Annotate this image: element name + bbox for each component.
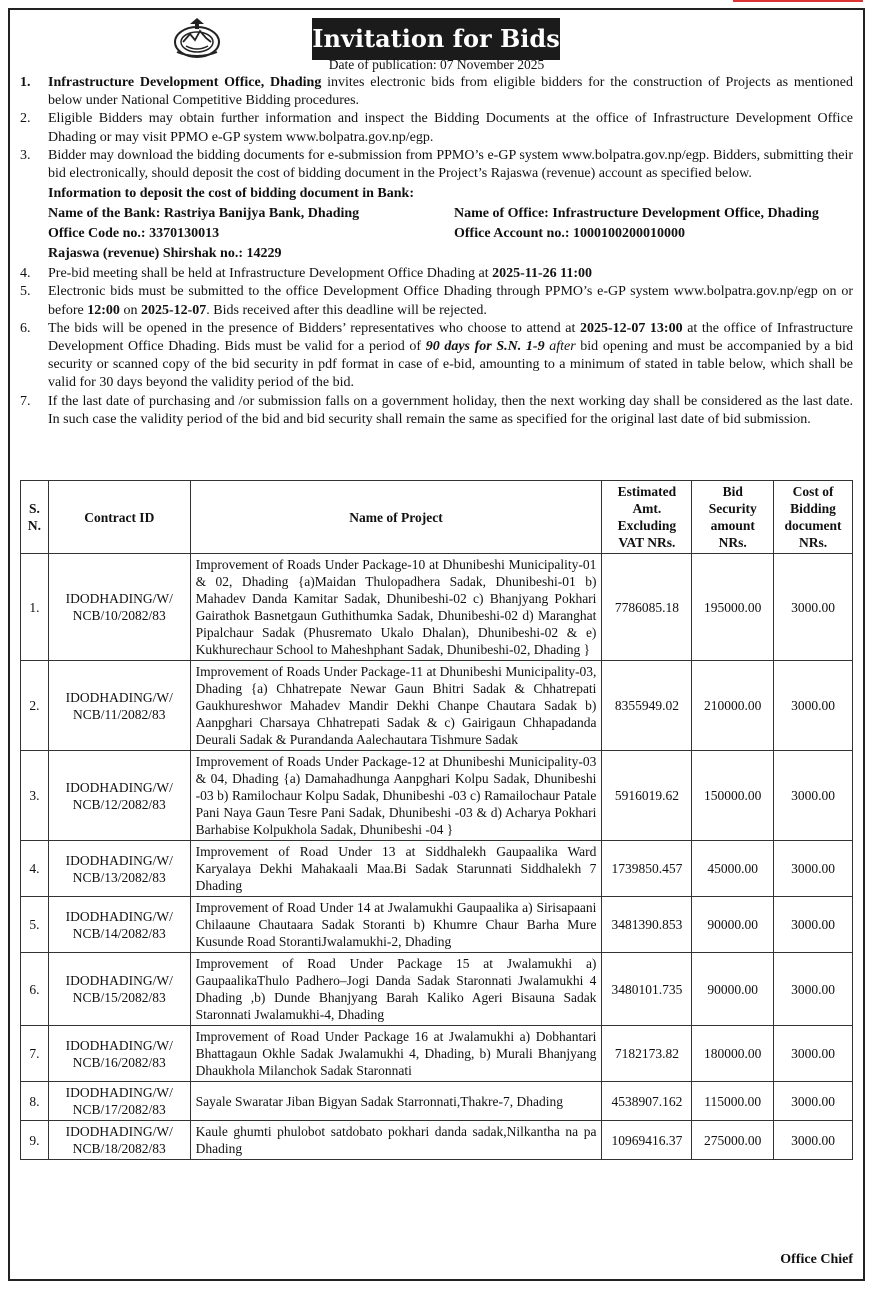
cell-project: Sayale Swaratar Jiban Bigyan Sadak Starronnati,Thakre-7, Dhading: [190, 1082, 602, 1121]
clause-number: 7.: [20, 393, 31, 409]
cell-project: Improvement of Road Under 13 at Siddhalekh Gaupaalika Ward Karyalaya Dekhi Mahakaali Maa.Bi Sadak Starunnati Siddhalekh 7 Dhading: [190, 841, 602, 897]
cell-document-cost: 3000.00: [774, 897, 853, 953]
cell-contract-id: IDODHADING/W/ NCB/14/2082/83: [48, 897, 190, 953]
bank-row: [48, 224, 853, 244]
cell-estimated-amount: 3480101.735: [602, 953, 692, 1026]
office-name: Name of Office: Infrastructure Development Office, Dhading: [454, 206, 819, 222]
bank-info-heading: Information to deposit the cost of bidding document in Bank:: [48, 186, 414, 202]
clause-2: [20, 110, 853, 146]
table-row: [21, 1082, 853, 1121]
cell-contract-id: IDODHADING/W/ NCB/16/2082/83: [48, 1026, 190, 1082]
cell-document-cost: 3000.00: [774, 841, 853, 897]
cell-document-cost: 3000.00: [774, 953, 853, 1026]
clause-body: . Bids received after this deadline will be rejected.: [206, 302, 487, 318]
cell-document-cost: 3000.00: [774, 1082, 853, 1121]
cell-estimated-amount: 3481390.853: [602, 897, 692, 953]
cell-sn: 9.: [21, 1121, 49, 1160]
header-bid-security: Bid Security amount NRs.: [692, 481, 774, 554]
cell-contract-id: IDODHADING/W/ NCB/17/2082/83: [48, 1082, 190, 1121]
header-sn: S. N.: [21, 481, 49, 554]
cell-bid-security: 115000.00: [692, 1082, 774, 1121]
office-account: Office Account no.: 1000100200010000: [454, 226, 685, 242]
clause-number: 3.: [20, 147, 31, 163]
clause-1: [20, 74, 853, 110]
clause-body: Pre-bid meeting shall be held at Infrastructure Development Office Dhading at: [48, 266, 493, 282]
table-header-row: [21, 481, 853, 554]
table-row: [21, 751, 853, 841]
cell-sn: 4.: [21, 841, 49, 897]
clause-body: on: [119, 302, 141, 318]
cell-project: Improvement of Road Under Package 16 at Jwalamukhi a) Dobhantari Bhattagaun Okhle Sadak Jwalamukhi 4, Dhading, b) Murali Bhanjyang Dhaukhola Milanchok Sadak Staronnati: [190, 1026, 602, 1082]
notice-header: [0, 10, 873, 58]
cell-estimated-amount: 7182173.82: [602, 1026, 692, 1082]
clause-body: Electronic bids must be submitted to the office Development Office Dhading through PPMO’s e-GP system www.bolpatra.gov.np/egp on or before: [48, 284, 853, 318]
table-row: [21, 554, 853, 661]
clause-office-name: Infrastructure Development Office, Dhading: [48, 75, 322, 90]
cell-contract-id: IDODHADING/W/ NCB/11/2082/83: [48, 661, 190, 751]
cell-bid-security: 275000.00: [692, 1121, 774, 1160]
cell-project: Improvement of Roads Under Package-12 at Dhunibeshi Municipality-03 & 04, Dhading {a) Damahadhunga Aanpghari Kolpu Sadak, Dhunibeshi -03 b) Ramilochaur Kolpu Sadak, Dhunibeshi -03 c) Ramailochaur Patale Pani Naya Gaun Tesre Pani Sadak, Dhunibeshi -03 & d) Acharya Pokhari Barhabise Kolpukhola Sadak, Dhunibeshi -04 }: [190, 751, 602, 841]
clause-body: bid opening and must be accompanied by a bid security or scanned copy of the bid security in pdf format in case of e-bid, amounting to a minimum of stated in table below, which shall be valid for 30 days beyond the validity period of the bid.: [48, 339, 853, 391]
top-accent-line: [733, 0, 863, 2]
cell-bid-security: 150000.00: [692, 751, 774, 841]
header-project: Name of Project: [190, 481, 602, 554]
cell-bid-security: 90000.00: [692, 953, 774, 1026]
cell-bid-security: 45000.00: [692, 841, 774, 897]
table-row: [21, 897, 853, 953]
cell-estimated-amount: 1739850.457: [602, 841, 692, 897]
bank-row: [48, 204, 853, 224]
cell-document-cost: 3000.00: [774, 554, 853, 661]
bank-information: [20, 184, 853, 264]
cell-project: Improvement of Roads Under Package-11 at Dhunibeshi Municipality-03, Dhading {a) Chhatrepate Newar Gaun Bhitri Sadak & Chhatrepati Gaukhureshwor Mahadev Mandir Dekhi Chanpe Chautara Sadak b) Aanpghari Charsaya Chhatrepati Sadak & c) Gairigaun Chhapadanda Deurali Sadak & Purandanda Aalechautara Tishmure Sadak: [190, 661, 602, 751]
table-row: [21, 841, 853, 897]
cell-estimated-amount: 5916019.62: [602, 751, 692, 841]
bank-name: Name of the Bank: Rastriya Banijya Bank, Dhading: [48, 206, 360, 222]
notice-body: [20, 74, 853, 429]
cell-sn: 5.: [21, 897, 49, 953]
clause-3: [20, 147, 853, 183]
table-row: [21, 661, 853, 751]
cell-contract-id: IDODHADING/W/ NCB/12/2082/83: [48, 751, 190, 841]
office-code: Office Code no.: 3370130013: [48, 226, 220, 242]
publication-date: Date of publication: 07 November 2025: [328, 57, 545, 72]
cell-document-cost: 3000.00: [774, 751, 853, 841]
cell-contract-id: IDODHADING/W/ NCB/15/2082/83: [48, 953, 190, 1026]
clause-body: invites electronic bids from eligible bidders for the construction of Projects as mentioned below under National Competitive Bidding procedures.: [48, 75, 853, 109]
cell-estimated-amount: 10969416.37: [602, 1121, 692, 1160]
deadline-date: 2025-12-07: [140, 302, 207, 318]
cell-estimated-amount: 4538907.162: [602, 1082, 692, 1121]
cell-bid-security: 195000.00: [692, 554, 774, 661]
cell-project: Improvement of Road Under Package 15 at Jwalamukhi a) GaupaalikaThulo Padhero–Jogi Danda Sadak Staronnati Jwalamukhi 4 Dhading ,b) Dunde Bhanjyang Barah Kaliko Ageri Bisauna Sadak Staronnati Jwalamukhi-4, Dhading: [190, 953, 602, 1026]
clause-number: 5.: [20, 284, 31, 300]
cell-sn: 3.: [21, 751, 49, 841]
cell-document-cost: 3000.00: [774, 661, 853, 751]
table-row: [21, 953, 853, 1026]
cell-contract-id: IDODHADING/W/ NCB/10/2082/83: [48, 554, 190, 661]
cell-sn: 8.: [21, 1082, 49, 1121]
cell-sn: 1.: [21, 554, 49, 661]
cell-bid-security: 90000.00: [692, 897, 774, 953]
cell-sn: 7.: [21, 1026, 49, 1082]
validity-period: 90 days for S.N. 1-9: [425, 339, 545, 355]
cell-estimated-amount: 8355949.02: [602, 661, 692, 751]
pre-bid-datetime: 2025-11-26 11:00: [492, 266, 593, 282]
deadline-time: 12:00: [87, 302, 120, 318]
clause-body: The bids will be opened in the presence of Bidders’ representatives who choose to attend at: [48, 320, 580, 336]
projects-table: [20, 480, 853, 1160]
clause-5: [20, 283, 853, 319]
clause-4: [20, 265, 853, 283]
cell-sn: 6.: [21, 953, 49, 1026]
clause-number: 6.: [20, 320, 31, 336]
clause-body: at the office of Infrastructure Development Office Dhading. Bids must be valid for a period of: [48, 320, 854, 355]
clause-text: Bidder may download the bidding documents for e-submission from PPMO’s e-GP system www.bolpatra.gov.np/egp. Bidders, submitting their bid electronically, should deposit the cost of bidding document in the Project’s Rajaswa (revenue) account as specified below.: [48, 147, 853, 182]
cell-project: Kaule ghumti phulobot satdobato pokhari danda sadak,Nilkantha na pa Dhading: [190, 1121, 602, 1160]
header-estimated-amount: Estimated Amt. Excluding VAT NRs.: [602, 481, 692, 554]
clause-number: 4.: [20, 266, 31, 282]
clause-6: [20, 320, 853, 393]
clause-7: [20, 393, 853, 429]
cell-contract-id: IDODHADING/W/ NCB/13/2082/83: [48, 841, 190, 897]
clause-text: [48, 265, 853, 283]
cell-project: Improvement of Road Under 14 at Jwalamukhi Gaupaalika a) Sirisapaani Chilaaune Chautaara Sadak Storanti b) Khumre Chaur Barha Mure Kusunde Road StorantiJwalamukhi-2, Dhading: [190, 897, 602, 953]
table-row: [21, 1026, 853, 1082]
clause-text: Eligible Bidders may obtain further information and inspect the Bidding Documents at the office of Infrastructure Development Office Dhading or may visit PPMO e-GP system www.bolpatra.gov.np/egp.: [48, 111, 853, 145]
header-contract-id: Contract ID: [48, 481, 190, 554]
validity-after: after: [544, 339, 576, 355]
notice-title: Invitation for Bids: [312, 18, 560, 60]
table-row: [21, 1121, 853, 1160]
cell-estimated-amount: 7786085.18: [602, 554, 692, 661]
cell-document-cost: 3000.00: [774, 1121, 853, 1160]
cell-contract-id: IDODHADING/W/ NCB/18/2082/83: [48, 1121, 190, 1160]
rajaswa-shirshak: Rajaswa (revenue) Shirshak no.: 14229: [48, 246, 282, 262]
cell-bid-security: 180000.00: [692, 1026, 774, 1082]
cell-sn: 2.: [21, 661, 49, 751]
clause-number: 1.: [20, 75, 31, 90]
clause-text: [48, 74, 853, 110]
clause-text: [48, 320, 853, 393]
cell-project: Improvement of Roads Under Package-10 at Dhunibeshi Municipality-01 & 02, Dhading {a)Maidan Thulopadhera Sadak, Dhunibeshi-01 b) Mahadev Danda Kamitar Sadak, Dhunibeshi-02 c) Bhanjyang Pokhari Gairathok Basnetgaun Guthithumka Sadak, Dhunibeshi-02 d) Maranghat Pipalchaur Sadak (Phusremato Ukalo Dhalan), Dhunibeshi-02 & e) Kukhurechaur School to Maheshphant Sadak, Dhunibeshi-02, Dhading }: [190, 554, 602, 661]
clause-text: If the last date of purchasing and /or submission falls on a government holiday, then the next working day shall be considered as the last date. In such case the validity period of the bid and bid security shall remain the same as specified for the original last date of bid submission.: [48, 393, 853, 427]
opening-datetime: 2025-12-07 13:00: [580, 320, 683, 336]
government-emblem-icon: [168, 16, 226, 60]
clause-number: 2.: [20, 111, 31, 127]
cell-bid-security: 210000.00: [692, 661, 774, 751]
cell-document-cost: 3000.00: [774, 1026, 853, 1082]
clause-text: [48, 283, 853, 319]
header-document-cost: Cost of Bidding document NRs.: [774, 481, 853, 554]
signatory: Office Chief: [780, 1252, 853, 1267]
